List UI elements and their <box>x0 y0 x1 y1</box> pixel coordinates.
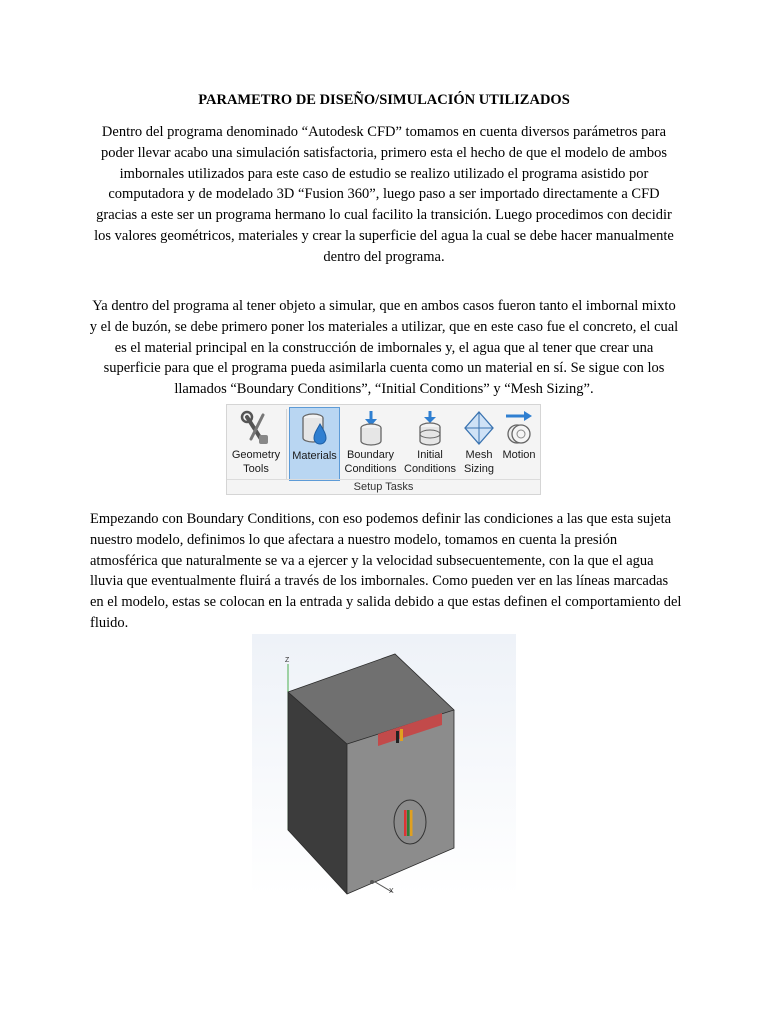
setup-tasks-ribbon <box>226 404 541 495</box>
ribbon-group-label: Setup Tasks <box>227 479 540 494</box>
z-axis-label: Z <box>285 657 290 664</box>
initial-conditions-icon <box>413 409 447 447</box>
geometry-tools-button[interactable]: Geometry Tools <box>229 407 283 481</box>
motion-icon <box>502 409 536 447</box>
x-axis-label: X <box>389 888 394 895</box>
motion-button[interactable]: Motion <box>499 407 539 481</box>
boundary-conditions-button[interactable]: Boundary Conditions <box>342 407 399 481</box>
ribbon-separator <box>286 409 287 479</box>
boundary-conditions-icon <box>354 409 388 447</box>
geometry-tools-icon <box>239 409 273 447</box>
paragraph-boundary-conditions: Empezando con Boundary Conditions, con eso podemos definir las condiciones a las que esta sujeta nuestro modelo, definimos lo que afectara a nuestro modelo, tomamos en cuenta la presión atmosférica que naturalmente se va a ejercer y la velocidad subsecuentemente, con la que el agua lluvia que eventualmente fluirá a través de los imbornales. Como pueden ver en las líneas marcadas en el modelo, estas se colocan en la entrada y salida debido a que estas definen el comportamiento del fluido. <box>90 511 682 631</box>
mesh-sizing-icon <box>462 409 496 447</box>
materials-button[interactable]: Materials <box>289 407 340 481</box>
mesh-sizing-button[interactable]: Mesh Sizing <box>461 407 497 481</box>
paragraph-intro: Dentro del programa denominado “Autodesk CFD” tomamos en cuenta diversos parámetros para poder llevar acabo una simulación satisfactoria, primero esta el hecho de que el modelo de ambos imbornales utilizados para este caso de estudio se realizo utilizado el programa asistido por computadora y de modelado 3D “Fusion 360”, luego paso a ser importado directamente a CFD gracias a este ser un programa hermano lo cual facilito la transición. Luego procedimos con decidir los valores geométricos, materiales y crear la superficie del agua la cual se debe hacer manualmente dentro del programa. <box>94 124 674 265</box>
paragraph-materials: Ya dentro del programa al tener objeto a simular, que en ambos casos fueron tanto el imbornal mixto y el de buzón, se debe primero poner los materiales a utilizar, que en este caso fue el concreto, el cual es el material principal en la construcción de imbornales y, el agua que al tener que crear una superficie para que el programa pueda asimilarla cuenta como un material en sí. Se sigue con los llamados “Boundary Conditions”, “Initial Conditions” y “Mesh Sizing”. <box>89 298 679 398</box>
initial-conditions-button[interactable]: Initial Conditions <box>401 407 459 481</box>
document-title: PARAMETRO DE DISEÑO/SIMULACIÓN UTILIZADOS <box>198 92 570 108</box>
model-figure <box>252 634 516 896</box>
imbornal-3d-model <box>252 634 516 896</box>
materials-icon <box>298 410 332 448</box>
